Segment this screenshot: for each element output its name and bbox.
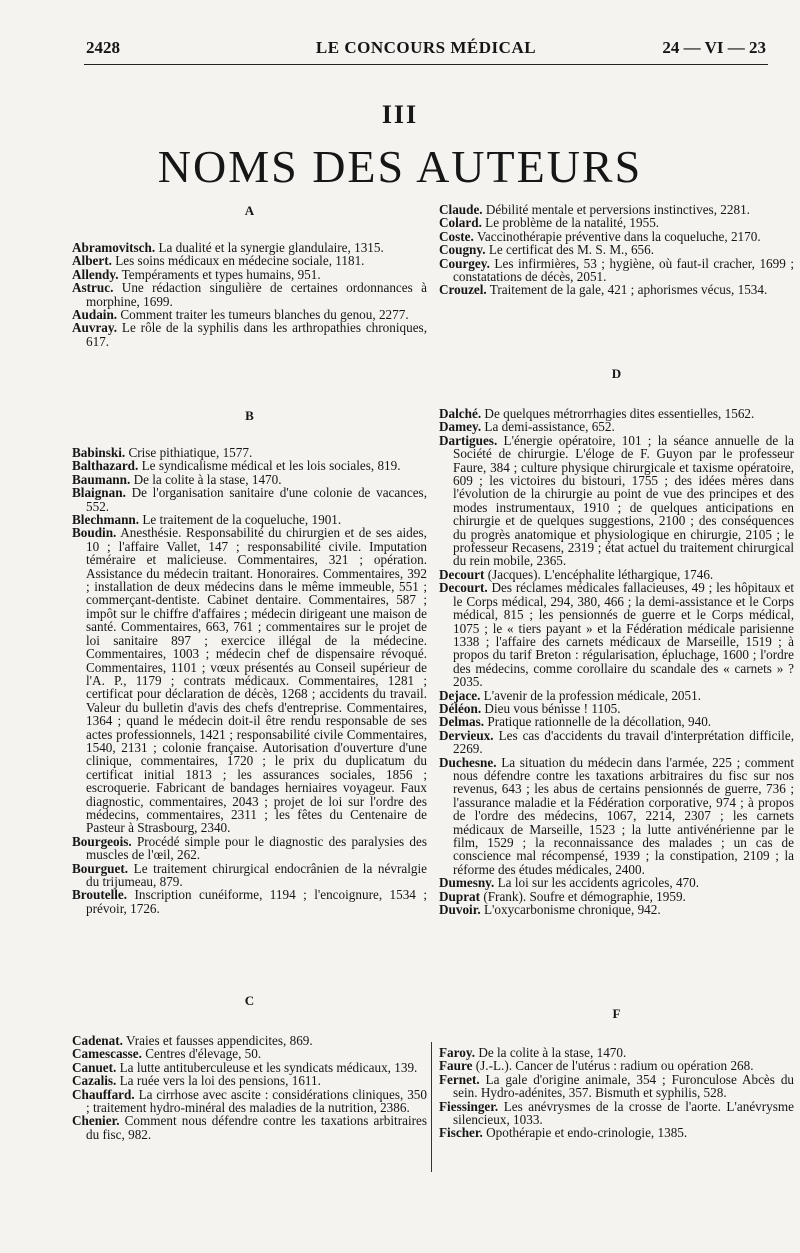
entry-text: Anesthésie. Responsabilité du chirurgien et de ses aides, 10 ; l'affaire Vallet, 147 ; responsabilité civile. Imputation téméraire et malicieuse. Commentaires, 321 ; opération. Assistance du médecin traitant. Honoraires. Commentaires, 392 ; installation de deux médecins dans le même immeuble, 551 ; commerçant-dentiste. Cabinet dentaire. Commentaires, 587 ; impôt sur le chiffre d'affaires ; médecin dirigeant une maison de santé. Commentaires, 663, 761 ; commentaires sur le projet de loi sanitaire 897 ; exercice illégal de la médecine. Commentaires, 1003 ; médecin chef de dispensaire révoqué. Commentaires, 1101 ; vœux présentés au Conseil supérieur de l'A. P., 1179 ; contrats médicaux. Commentaires, 1281 ; certificat pour déclaration de décès, 1268 ; accidents du travail. Valeur du bulletin d'avis des chefs d'entreprise. Commentaires, 1364 ; quand le médecin doit-il être rendu responsable de ses actes professionnels, 1421 ; responsabilité civile Commentaires, 1540, 2131 ; colonie française. Autorisation d'ouverture d'une clinique, commentaires, 1720 ; le prix du duplicatum du certificat initial 1813 ; les assurances sociales, 1856 ; escroquerie. Fabricant de bandages herniaires voyageur. Faux diagnostic, commentaires, 2043 ; projet de loi sur l'ordre des médecins, commentaires, 2311 ; les fêtes du Centenaire de Pasteur à Strasbourg, 2340. bbox=[86, 525, 427, 836]
index-entry bbox=[439, 257, 794, 284]
author-name: Dervieux. bbox=[439, 727, 494, 743]
index-entry bbox=[72, 254, 427, 267]
index-entry bbox=[72, 1088, 427, 1115]
entry-text: Procédé simple pour le diagnostic des paralysies des muscles de l'œil, 262. bbox=[86, 833, 428, 863]
index-entry bbox=[439, 756, 794, 877]
index-entry bbox=[439, 1046, 794, 1059]
entry-text: De quelques métrorrhagies dites essentielles, 1562. bbox=[484, 406, 755, 421]
author-name: Camescasse. bbox=[72, 1046, 142, 1062]
entry-text: Vaccinothérapie préventive dans la coqueluche, 2170. bbox=[476, 228, 761, 244]
author-name: Blaignan. bbox=[72, 485, 126, 501]
author-name: Delmas. bbox=[439, 714, 485, 730]
index-entry bbox=[439, 729, 794, 756]
index-entry bbox=[72, 486, 427, 513]
section-b-list bbox=[72, 446, 427, 915]
index-entry bbox=[72, 459, 427, 472]
entry-text: Comment traiter les tumeurs blanches du genou, 2277. bbox=[120, 307, 409, 323]
author-name: Dalché. bbox=[439, 406, 482, 421]
author-name: Bourguet. bbox=[72, 860, 129, 876]
index-entry bbox=[439, 568, 794, 581]
index-entry bbox=[439, 903, 794, 916]
entry-text: Pratique rationnelle de la décollation, 940. bbox=[487, 714, 712, 730]
section-letter-f: F bbox=[612, 1006, 621, 1021]
entry-text: (Jacques). L'encéphalite léthargique, 1746. bbox=[487, 566, 714, 582]
author-name: Déléon. bbox=[439, 700, 482, 716]
index-entry bbox=[72, 268, 427, 281]
author-name: Broutelle. bbox=[72, 887, 128, 903]
section-c-cont-list bbox=[439, 203, 794, 297]
entry-text: Les infirmières, 53 ; hygiène, où faut-il cracher, 1699 ; constatations de décès, 2051. bbox=[453, 255, 794, 285]
index-entry bbox=[72, 835, 427, 862]
index-entry bbox=[439, 420, 794, 433]
entry-text: La gale d'origine animale, 354 ; Furonculose Abcès du sein. Hydro-adénites, 357. Bismuth et syphilis, 528. bbox=[453, 1071, 795, 1101]
index-entry bbox=[439, 434, 794, 568]
index-entry bbox=[72, 1074, 427, 1087]
index-entry bbox=[439, 216, 794, 229]
header-rule bbox=[84, 64, 768, 65]
index-entry bbox=[439, 1100, 794, 1127]
author-name: Courgey. bbox=[439, 255, 490, 271]
section-letter-b: B bbox=[245, 408, 254, 423]
entry-text: Le rôle de la syphilis dans les arthropathies chroniques, 617. bbox=[86, 320, 427, 349]
author-name: Decourt bbox=[439, 566, 485, 582]
index-entry bbox=[72, 241, 427, 254]
entry-text: La cirrhose avec ascite : considérations cliniques, 350 ; traitement hydro-minéral des maladies de la nutrition, 2386. bbox=[86, 1086, 427, 1116]
index-entry bbox=[439, 230, 794, 243]
author-name: Abramovitsch. bbox=[72, 240, 156, 255]
index-entry bbox=[72, 281, 427, 308]
index-entry bbox=[439, 715, 794, 728]
author-name: Fernet. bbox=[439, 1071, 480, 1087]
author-name: Damey. bbox=[439, 419, 482, 435]
author-name: Boudin. bbox=[72, 525, 117, 541]
index-entry bbox=[72, 308, 427, 321]
author-name: Fiessinger. bbox=[439, 1098, 499, 1114]
index-entry bbox=[72, 321, 427, 348]
entry-text: De la colite à la stase, 1470. bbox=[133, 471, 282, 487]
author-name: Dartigues. bbox=[439, 432, 498, 448]
entry-text: Une rédaction singulière de certaines ordonnances à morphine, 1699. bbox=[86, 280, 428, 309]
index-entry bbox=[439, 1126, 794, 1139]
journal-title: LE CONCOURS MÉDICAL bbox=[315, 38, 537, 57]
entry-text: L'énergie opératoire, 101 ; la séance annuelle de la Société de chirurgie. L'éloge de F. Guyon par le professeur Faure, 384 ; culture physique chirurgicale et taxisme opératoire, 609 ; les victoires du bistouri, 1755 ; des idées mères dans l'évolution de la chirurgie au point de vue des principes et des modes instrumentaux, 1910 ; de quelques anticipations en chirurgie et de quelques suggestions, 2100 ; des conséquences du progrès anatomique et physiologique en chirurgie, 2105 ; le professeur Recasens, 2319 ; état actuel du traitement chirurgical du rein mobile, 2365. bbox=[453, 432, 795, 569]
main-title: NOMS DES AUTEURS bbox=[157, 141, 643, 192]
author-name: Dejace. bbox=[439, 687, 481, 703]
author-name: Babinski. bbox=[72, 445, 126, 460]
author-name: Cazalis. bbox=[72, 1073, 117, 1089]
index-entry bbox=[72, 888, 427, 915]
entry-text: Le problème de la natalité, 1955. bbox=[485, 215, 660, 231]
author-name: Colard. bbox=[439, 215, 482, 231]
author-name: Cadenat. bbox=[72, 1033, 123, 1048]
index-entry bbox=[439, 1059, 794, 1072]
author-name: Albert. bbox=[72, 253, 112, 269]
entry-text: Tempéraments et types humains, 951. bbox=[121, 266, 321, 282]
author-name: Baumann. bbox=[72, 471, 131, 487]
entry-text: La lutte antituberculeuse et les syndicats médicaux, 139. bbox=[119, 1059, 418, 1075]
section-letter-c: C bbox=[244, 993, 255, 1008]
author-name: Dumesny. bbox=[439, 875, 495, 891]
section-letter-d: D bbox=[611, 366, 622, 381]
index-entry bbox=[439, 407, 794, 420]
index-entry bbox=[439, 283, 794, 296]
section-d-list bbox=[439, 407, 794, 916]
entry-text: (Frank). Soufre et démographie, 1959. bbox=[483, 888, 686, 904]
index-entry bbox=[72, 1047, 427, 1060]
author-name: Chenier. bbox=[72, 1113, 120, 1129]
section-letter-a: A bbox=[244, 203, 255, 218]
author-name: Crouzel. bbox=[439, 282, 487, 298]
index-entry bbox=[72, 473, 427, 486]
entry-text: L'avenir de la profession médicale, 2051. bbox=[483, 687, 702, 703]
entry-text: Inscription cunéiforme, 1194 ; l'encoignure, 1534 ; prévoir, 1726. bbox=[86, 887, 427, 916]
index-entry bbox=[439, 581, 794, 688]
section-c-list bbox=[72, 1034, 427, 1141]
author-name: Astruc. bbox=[72, 280, 114, 296]
issue-date: 24 — VI — 23 bbox=[662, 38, 766, 57]
page-number: 2428 bbox=[86, 38, 120, 57]
author-name: Bourgeois. bbox=[72, 833, 132, 849]
author-name: Coste. bbox=[439, 228, 474, 244]
index-entry bbox=[72, 1034, 427, 1047]
entry-text: La loi sur les accidents agricoles, 470. bbox=[497, 875, 700, 891]
entry-text: De la colite à la stase, 1470. bbox=[478, 1045, 627, 1060]
index-entry bbox=[439, 689, 794, 702]
index-entry bbox=[72, 513, 427, 526]
entry-text: (J.-L.). Cancer de l'utérus : radium ou opération 268. bbox=[475, 1058, 754, 1074]
entry-text: La ruée vers la loi des pensions, 1611. bbox=[119, 1073, 321, 1089]
index-entry bbox=[439, 203, 794, 216]
index-entry bbox=[72, 526, 427, 834]
index-entry bbox=[439, 876, 794, 889]
author-name: Fischer. bbox=[439, 1125, 483, 1141]
author-name: Duprat bbox=[439, 888, 481, 904]
entry-text: Les anévrysmes de la crosse de l'aorte. L'anévrysme silencieux, 1033. bbox=[453, 1098, 794, 1128]
entry-text: Débilité mentale et perversions instinctives, 2281. bbox=[485, 202, 750, 217]
entry-text: La situation du médecin dans l'armée, 225 ; comment nous défendre contre les taxations arbitraires du fisc sur nos revenus, 643 ; les abus de certains pensionnés de guerre, 736 ; l'assurance maladie et la Fédération corporative, 974 ; à propos de l'ordre des médecins, 1067, 2214, 2307 ; les carnets médicaux de Marseille, 1523 ; la lutte antivénérienne par le film, 1529 ; la reconnaissance des malades ; un cas de conscience mal récompensé, 1939 ; la constipation, 2109 ; la réforme des études médicales, 2400. bbox=[453, 754, 794, 877]
entry-text: Le traitement de la coqueluche, 1901. bbox=[142, 512, 342, 528]
author-name: Balthazard. bbox=[72, 458, 139, 474]
author-name: Duvoir. bbox=[439, 902, 481, 918]
author-name: Audain. bbox=[72, 307, 118, 323]
entry-text: Crise pithiatique, 1577. bbox=[128, 445, 253, 460]
author-name: Auvray. bbox=[72, 320, 118, 336]
entry-text: L'oxycarbonisme chronique, 942. bbox=[483, 902, 661, 918]
entry-text: Le syndicalisme médical et les lois sociales, 819. bbox=[141, 458, 401, 474]
entry-text: La dualité et la synergie glandulaire, 1315. bbox=[158, 240, 384, 255]
entry-text: De l'organisation sanitaire d'une colonie de vacances, 552. bbox=[86, 485, 427, 514]
entry-text: Le certificat des M. S. M., 656. bbox=[488, 242, 655, 258]
section-a-list bbox=[72, 241, 427, 348]
section-f-list bbox=[439, 1046, 794, 1140]
author-name: Canuet. bbox=[72, 1059, 117, 1075]
entry-text: Les soins médicaux en médecine sociale, 1181. bbox=[115, 253, 365, 269]
index-entry bbox=[439, 890, 794, 903]
index-entry bbox=[439, 702, 794, 715]
index-entry bbox=[439, 243, 794, 256]
index-entry bbox=[439, 1073, 794, 1100]
author-name: Blechmann. bbox=[72, 512, 140, 528]
column-divider bbox=[431, 1042, 432, 1172]
author-name: Chauffard. bbox=[72, 1086, 135, 1102]
author-name: Decourt. bbox=[439, 580, 488, 596]
section-number: III bbox=[381, 100, 419, 129]
entry-text: Comment nous défendre contre les taxations arbitraires du fisc, 982. bbox=[86, 1113, 427, 1142]
entry-text: Vraies et fausses appendicites, 869. bbox=[125, 1033, 313, 1048]
author-name: Faroy. bbox=[439, 1045, 476, 1060]
entry-text: La demi-assistance, 652. bbox=[484, 419, 615, 435]
entry-text: Opothérapie et endo-crinologie, 1385. bbox=[486, 1125, 688, 1141]
entry-text: Les cas d'accidents du travail d'interprétation difficile, 2269. bbox=[453, 727, 795, 757]
entry-text: Traitement de la gale, 421 ; aphorismes vécus, 1534. bbox=[489, 282, 768, 298]
author-name: Claude. bbox=[439, 202, 483, 217]
entry-text: Dieu vous bénisse ! 1105. bbox=[484, 700, 621, 716]
author-name: Allendy. bbox=[72, 266, 119, 282]
index-entry bbox=[72, 1114, 427, 1141]
entry-text: Des réclames médicales fallacieuses, 49 ; les hôpitaux et le Corps médical, 294, 380, 466 ; la demi-assistance et le Corps médical, 815 ; les pensionnés de guerre et le Corps médical, 1075 ; le « tiers payant » et la Fédération médicale parisienne 1338 ; l'affaire des carnets médicaux de Marseille, 1519 ; à propos du tarif Breton : régularisation, épluchage, 1600 ; l'ordre des médecins, comme corollaire du scandale des « carnets » ? 2035. bbox=[453, 580, 794, 690]
author-name: Faure bbox=[439, 1058, 473, 1074]
author-name: Cougny. bbox=[439, 242, 486, 258]
entry-text: Le traitement chirurgical endocrânien de la névralgie du trijumeau, 879. bbox=[86, 860, 427, 889]
index-entry bbox=[72, 446, 427, 459]
index-entry bbox=[72, 862, 427, 889]
entry-text: Centres d'élevage, 50. bbox=[145, 1046, 262, 1062]
index-entry bbox=[72, 1061, 427, 1074]
author-name: Duchesne. bbox=[439, 754, 497, 770]
